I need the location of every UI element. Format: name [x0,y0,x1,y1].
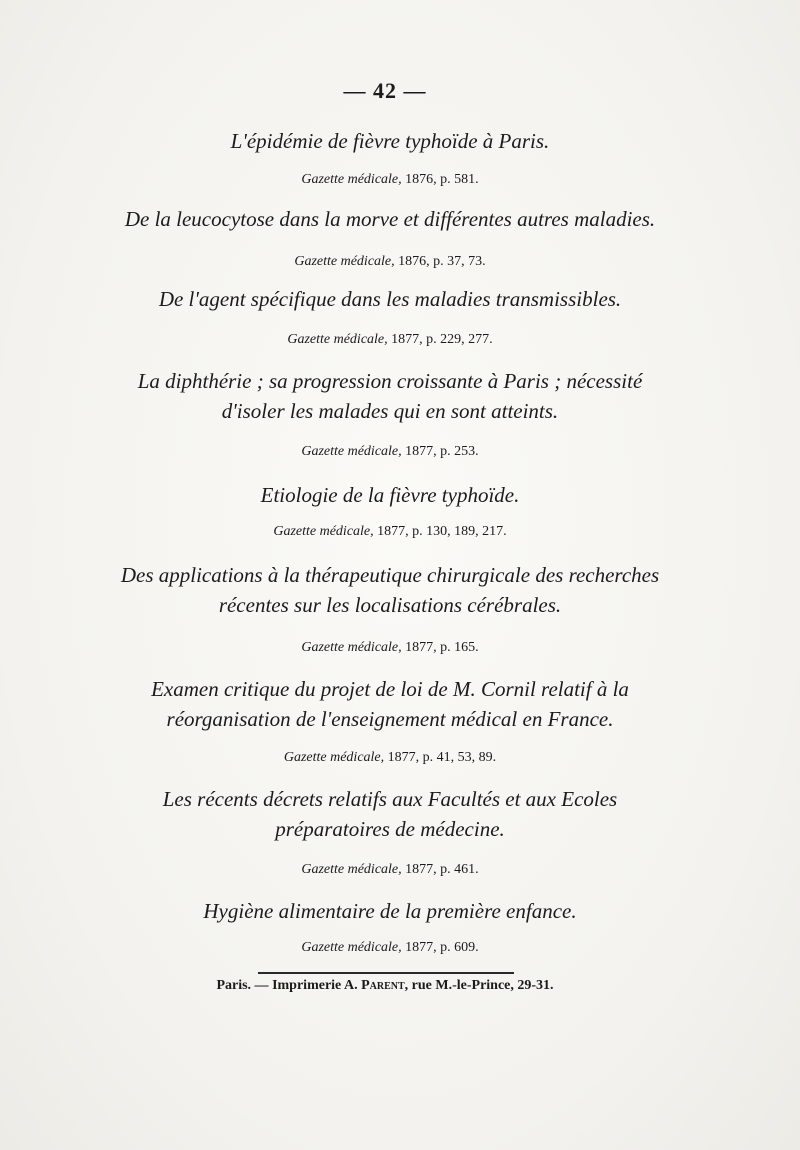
imprint-printer-name: Parent [361,978,405,993]
entry-title [90,896,690,926]
entry-title-line: De l'agent spécifique dans les maladies transmissibles. [158,287,622,311]
entry-title-line: Les récents décrets relatifs aux Facultés et aux Ecoles [162,787,618,811]
entry-details: 1877, p. 41, 53, 89. [387,750,497,765]
entry-title-line: Des applications à la thérapeutique chirurgicale des recherches [120,563,660,587]
entry-source [90,748,690,768]
entry-details: 1877, p. 229, 277. [391,332,493,347]
entry-title [90,284,690,314]
entry-title [90,204,690,234]
bibliography-entry [90,896,690,958]
entry-details: 1877, p. 461. [405,862,479,877]
entry-title-line: Examen critique du projet de loi de M. Cornil relatif à la [151,677,629,701]
entry-journal: Gazette médicale, [301,862,402,877]
entry-source [90,170,690,190]
bibliography-entry [90,284,690,350]
entry-title-line: De la leucocytose dans la morve et différentes autres maladies. [124,207,656,231]
entry-title [90,480,690,510]
entry-title-line: préparatoires de médecine. [275,817,505,841]
entry-source [90,330,690,350]
entry-title-line: Etiologie de la fièvre typhoïde. [260,483,520,507]
entry-journal: Gazette médicale, [273,524,374,539]
entry-source [90,860,690,880]
entry-source [90,638,690,658]
entry-journal: Gazette médicale, [301,940,402,955]
printer-imprint [0,978,770,994]
bibliography-entry [90,126,690,190]
entry-source [90,522,690,542]
entry-journal: Gazette médicale, [283,750,385,765]
entry-journal: Gazette médicale, [294,254,395,269]
entry-details: 1877, p. 253. [405,444,479,459]
entry-title-line: réorganisation de l'enseignement médical en France. [166,707,614,731]
entry-title [90,366,690,426]
bibliography-entry [90,204,690,272]
entry-title [90,126,690,156]
entry-journal: Gazette médicale, [301,444,402,459]
bibliography-entry [90,366,690,462]
entry-title [90,784,690,844]
entry-title-line: récentes sur les localisations cérébrales. [218,593,562,617]
imprint-printer-prefix: Imprimerie A. [272,978,358,993]
bibliography-entry [90,674,690,768]
bibliography-entry [90,560,690,658]
entry-title [90,674,690,734]
entry-source [90,938,690,958]
imprint-address: , rue M.-le-Prince, 29-31. [404,978,554,993]
entry-title-line: d'isoler les malades qui en sont atteints. [221,399,559,423]
bibliography-entry [90,784,690,880]
entry-details: 1876, p. 581. [405,172,479,187]
entry-details: 1877, p. 609. [405,940,479,955]
entry-details: 1876, p. 37, 73. [398,254,486,269]
entry-title-line: Hygiène alimentaire de la première enfance. [203,899,577,923]
entry-journal: Gazette médicale, [301,640,402,655]
page-number: — 42 — [343,78,427,103]
entry-source [90,252,690,272]
entry-journal: Gazette médicale, [287,332,388,347]
entry-journal: Gazette médicale, [301,172,402,187]
imprint-divider [258,972,514,974]
imprint-city: Paris. — [216,978,269,993]
bibliography-list [90,122,690,958]
entry-title-line: La diphthérie ; sa progression croissante à Paris ; nécessité [137,369,643,393]
entry-source [90,442,690,462]
bibliography-entry [90,480,690,542]
entry-details: 1877, p. 165. [405,640,479,655]
entry-title [90,560,690,620]
entry-title-line: L'épidémie de fièvre typhoïde à Paris. [230,129,550,153]
entry-details: 1877, p. 130, 189, 217. [377,524,507,539]
